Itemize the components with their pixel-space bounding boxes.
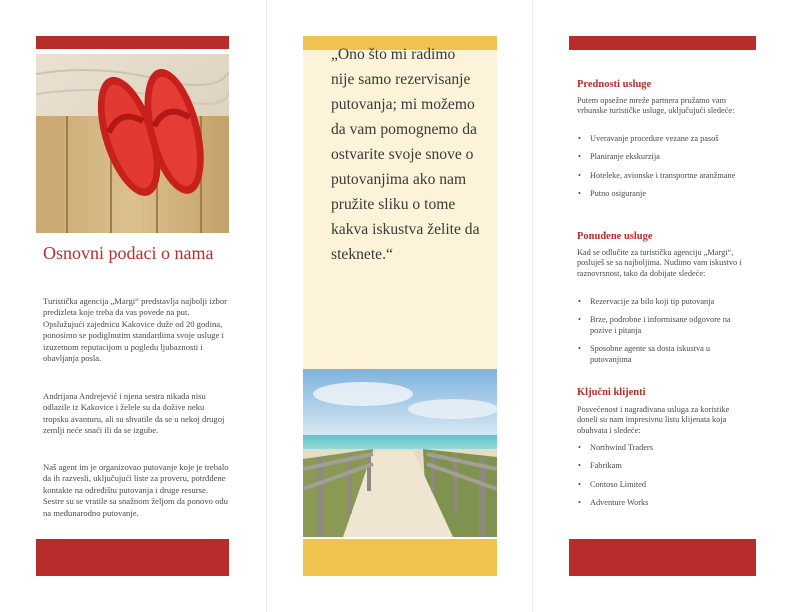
pull-quote: „Ono što mi radimo nije samo rezervisanje putovanja; mi možemo da vam pomognemo da ostvarite svoje snove o putovanjima ako nam pružite sliku o tome kakva iskustva želite da steknete.“: [331, 46, 480, 263]
section-heading-benefits: Prednosti usluge: [577, 79, 652, 90]
about-us-heading: Osnovni podaci o nama: [43, 243, 214, 263]
clients-list: [577, 443, 749, 517]
list-item: • Uveravanje procedure vezane za pasoš: [577, 134, 749, 144]
top-accent-bar: [569, 36, 756, 50]
section-heading-services: Ponuđene usluge: [577, 231, 653, 242]
section-heading-clients: Ključni klijenti: [577, 387, 646, 398]
about-paragraph-1: Turistička agencija „Margi“ predstavlja najbolji izbor predizleta koje treba da vas povede na put. Opslužujući zajednicu Kakovice duže od 20 godina, ponosimo se podiglnutim standardima svoje usluge i izuzetnom reputacijom u pogledu ljubaznosti i obavljanja posla.: [43, 296, 227, 364]
bottom-accent-bar: [569, 539, 756, 576]
list-item: • Northwind Traders: [577, 443, 749, 453]
list-item: • Planiranje ekskurzija: [577, 152, 749, 162]
about-paragraph-2: Andrijana Andrejević i njena sestra nikada nisu odlazile iz Kakovice i želele su da dožive neku tropsku avanturu, ali su shvatile da se u nekoj drugoj zemlji neće snaći ili da se izgube.: [43, 391, 225, 436]
beach-path-photo: [303, 369, 497, 537]
list-item: • Putno osiguranje: [577, 189, 749, 199]
panel-divider: [266, 0, 267, 612]
list-item: • Contoso Limited: [577, 480, 749, 490]
bottom-accent-bar: [303, 539, 497, 576]
about-paragraph-3: Naš agent im je organizovao putovanje koje je trebalo da ih razvesli, uključujući liste za proveru, potrđđene kontakte na određištu putovanja i druge resurse. Sestre su se vratile sa snažnom željom da ponovo odu na međunarodno putovanje.: [43, 462, 229, 518]
list-item: • Adventure Works: [577, 498, 749, 508]
bottom-accent-bar: [36, 539, 229, 576]
benefits-list: [577, 134, 749, 208]
section-intro-benefits: Putem opsežne mreže partnera pružamo vam vrhunske turističke usluge, uključujući sledeće:: [577, 96, 735, 116]
panel-divider: [532, 0, 533, 612]
list-item: • Fabrikam: [577, 461, 749, 471]
services-list: [577, 297, 749, 373]
section-intro-clients: Posvećenost i nagrađivana usluga za koristike doneli su nam impresivnu listu klijenata koja obuhvata i sledeće:: [577, 405, 730, 435]
list-item: • Rezervacije za bilo koji tip putovanja: [577, 297, 749, 307]
flip-flops-photo: [36, 54, 229, 233]
list-item: • Hoteleke, avionske i transportne aranžmane: [577, 171, 749, 181]
top-accent-bar: [36, 36, 229, 49]
list-item: • Sposobne agente sa dosta iskustva u putovanjima: [577, 344, 749, 365]
section-intro-services: Kad se odlučite za turističku agenciju „Margi“, posluješ se sa najboljima. Nudimo vam iskustvo i raznovrsnost, tako da dobijate sledeće:: [577, 248, 742, 278]
list-item: • Brze, podrobne i informisane odgovore na pozive i pitanja: [577, 315, 749, 336]
